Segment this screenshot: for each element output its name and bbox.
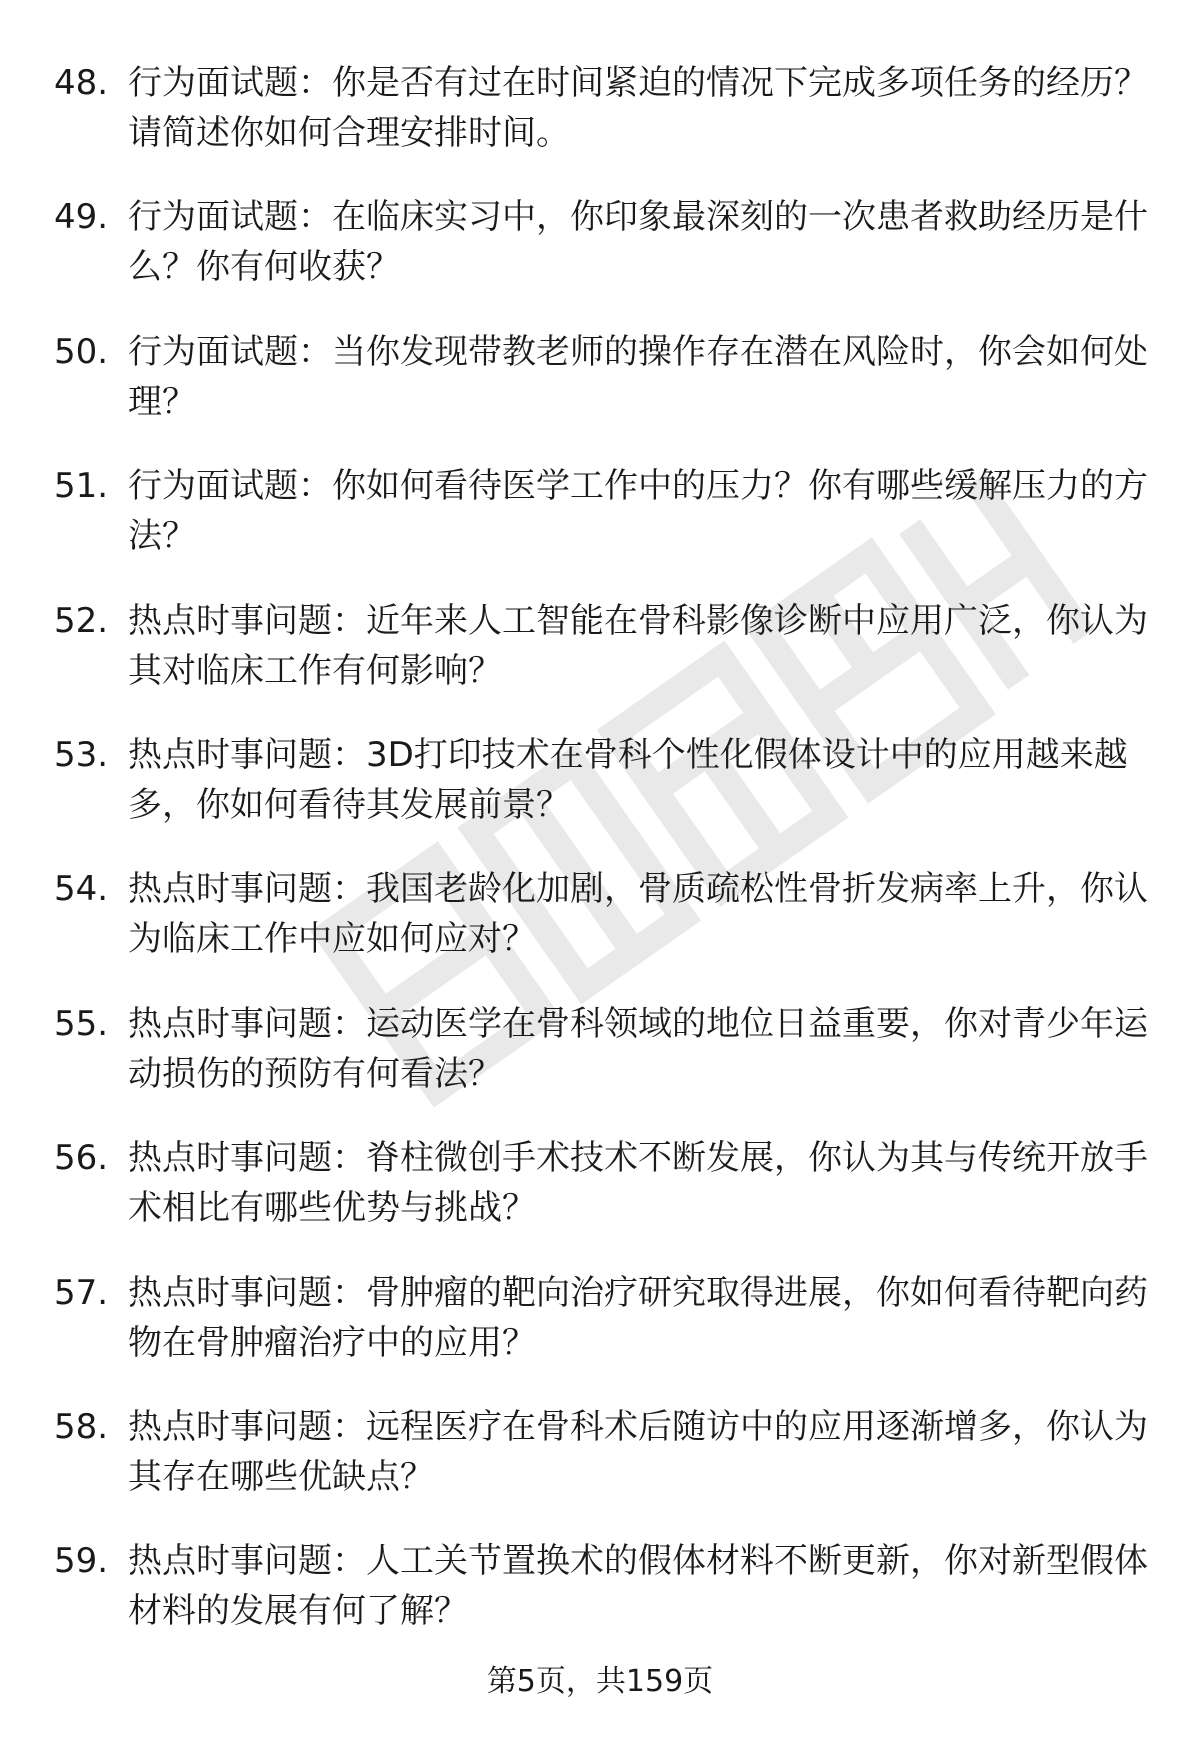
question-text: 行为面试题：你是否有过在时间紧迫的情况下完成多项任务的经历？请简述你如何合理安排时间。 <box>128 63 1148 153</box>
question-number: 53. <box>54 734 109 775</box>
question-item <box>0 58 1200 192</box>
question-item <box>0 999 1200 1133</box>
question-text: 行为面试题：你如何看待医学工作中的压力？你有哪些缓解压力的方法？ <box>128 466 1148 557</box>
question-item <box>0 461 1200 595</box>
question-number: 58. <box>54 1406 109 1447</box>
question-text: 热点时事问题：运动医学在骨科领域的地位日益重要，你对青少年运动损伤的预防有何看法？ <box>128 1003 1148 1094</box>
question-text: 热点时事问题：远程医疗在骨科术后随访中的应用逐渐增多，你认为其存在哪些优缺点？ <box>128 1406 1148 1497</box>
question-number: 51. <box>54 466 109 507</box>
question-text: 热点时事问题：脊柱微创手术技术不断发展，你认为其与传统开放手术相比有哪些优势与挑战？ <box>128 1138 1148 1229</box>
question-number: 48. <box>54 63 109 103</box>
question-item <box>0 864 1200 998</box>
question-number: 54. <box>54 869 109 910</box>
question-text: 热点时事问题：骨肿瘤的靶向治疗研究取得进展，你如何看待靶向药物在骨肿瘤治疗中的应用？ <box>128 1272 1148 1363</box>
question-text: 行为面试题：在临床实习中，你印象最深刻的一次患者救助经历是什么？你有何收获？ <box>128 197 1148 288</box>
question-number: 55. <box>54 1003 109 1044</box>
question-item <box>0 596 1200 730</box>
question-item <box>0 327 1200 461</box>
question-text: 行为面试题：当你发现带教老师的操作存在潜在风险时，你会如何处理？ <box>128 331 1148 422</box>
question-number: 57. <box>54 1272 109 1313</box>
question-text: 热点时事问题：我国老龄化加剧，骨质疏松性骨折发病率上升，你认为临床工作中应如何应对？ <box>128 869 1148 960</box>
page-number-footer: 第5页，共159页 <box>486 1664 714 1699</box>
question-number: 50. <box>54 331 109 372</box>
question-number: 59. <box>54 1541 109 1582</box>
question-text: 热点时事问题：3D打印技术在骨科个性化假体设计中的应用越来越多，你如何看待其发展前景？ <box>128 734 1128 825</box>
question-number: 56. <box>54 1138 109 1179</box>
question-number: 52. <box>54 600 109 641</box>
question-item <box>0 730 1200 864</box>
question-list <box>0 58 1200 1671</box>
question-text: 热点时事问题：人工关节置换术的假体材料不断更新，你对新型假体材料的发展有何了解？ <box>128 1541 1148 1632</box>
question-text: 热点时事问题：近年来人工智能在骨科影像诊断中应用广泛，你认为其对临床工作有何影响？ <box>128 600 1148 691</box>
question-item <box>0 1133 1200 1267</box>
question-number: 49. <box>54 197 109 238</box>
question-item <box>0 1268 1200 1402</box>
question-item <box>0 1402 1200 1536</box>
question-item <box>0 1536 1200 1670</box>
question-item <box>0 192 1200 326</box>
